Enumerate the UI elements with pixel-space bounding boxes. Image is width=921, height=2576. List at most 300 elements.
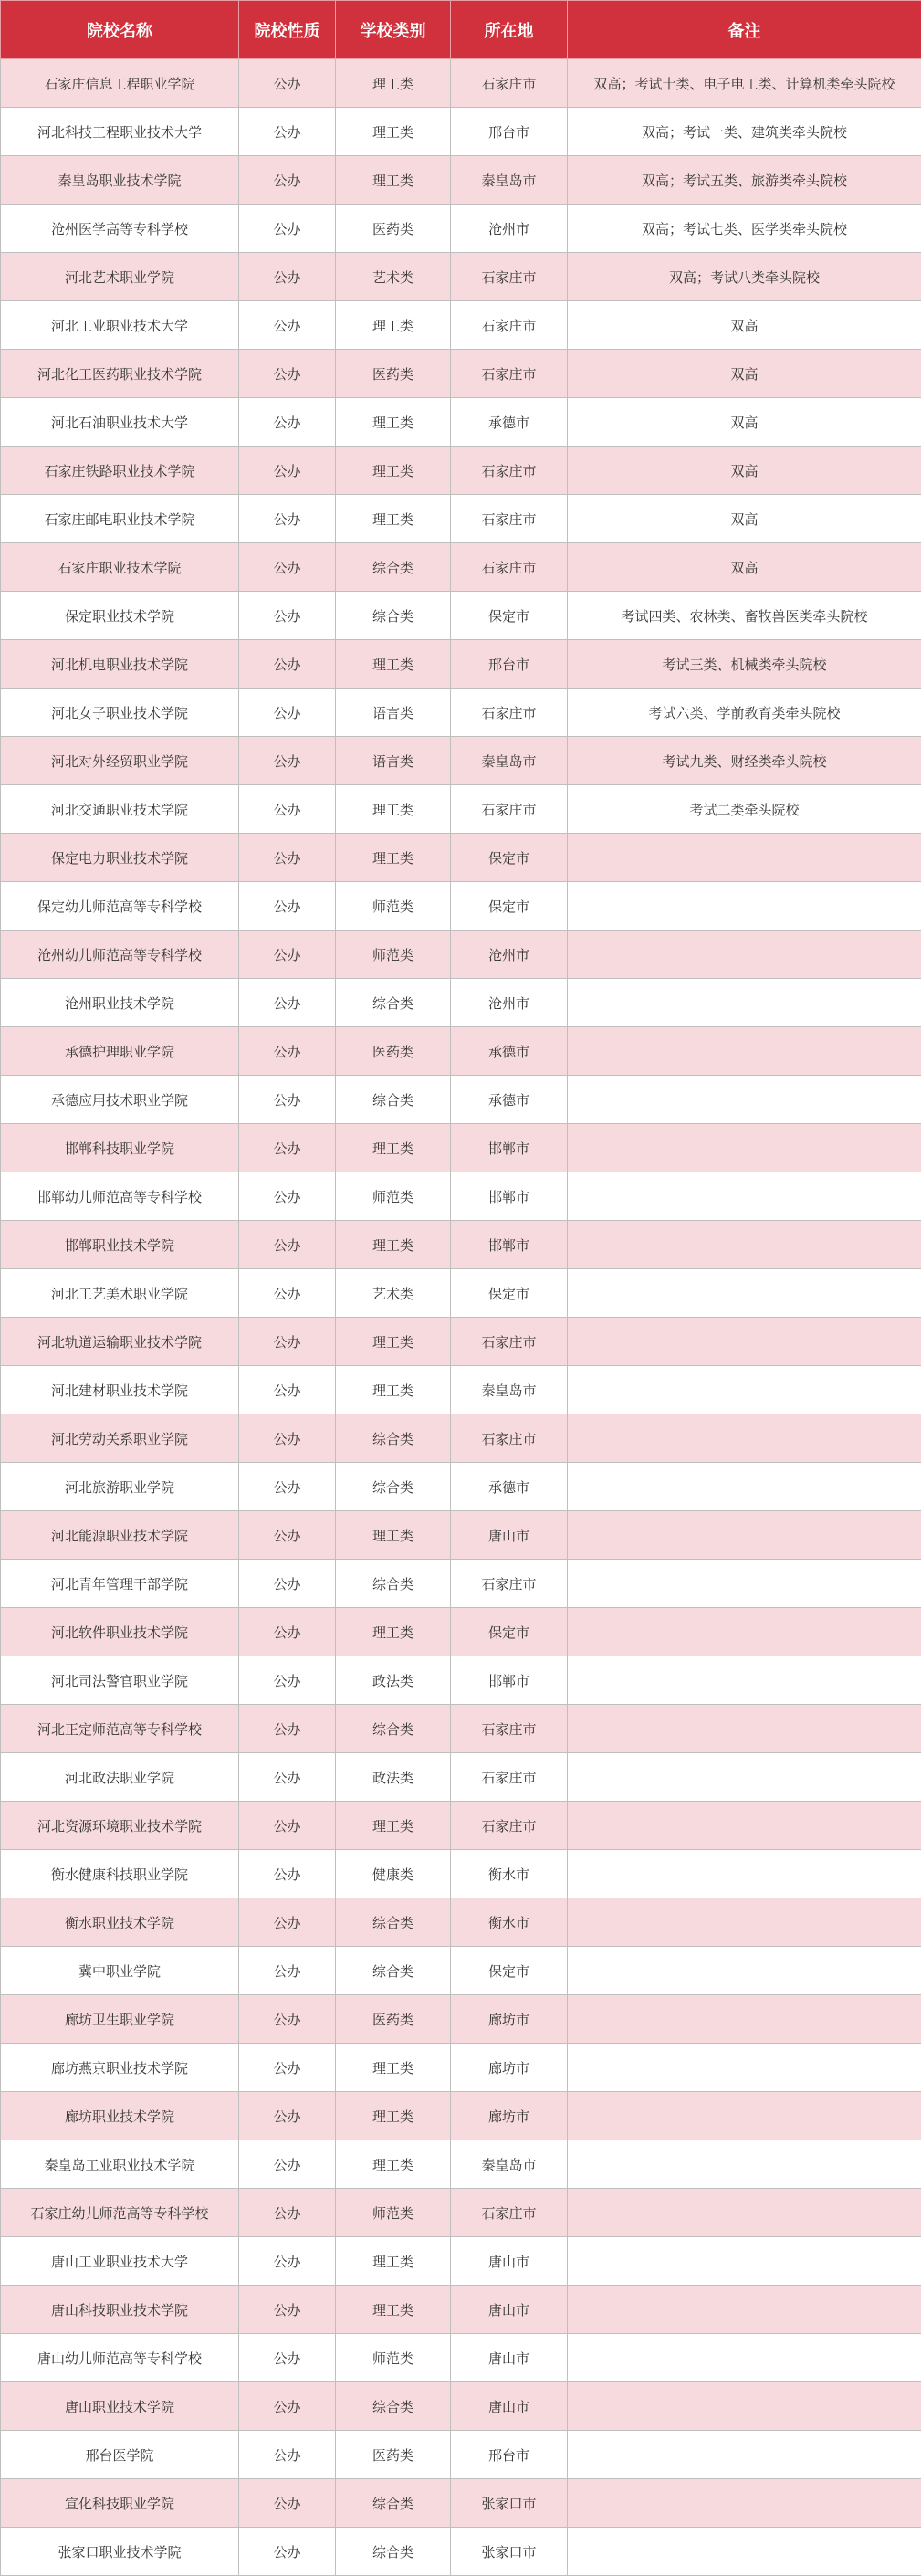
cell-remarks: 双高；考试七类、医学类牵头院校 (568, 205, 921, 253)
cell-school-category: 理工类 (336, 2237, 451, 2286)
cell-school-category: 综合类 (336, 1414, 451, 1463)
cell-school-category: 政法类 (336, 1753, 451, 1802)
cell-location: 秦皇岛市 (451, 2140, 568, 2189)
cell-school-nature: 公办 (239, 1318, 336, 1366)
cell-remarks: 考试二类牵头院校 (568, 785, 921, 834)
cell-location: 唐山市 (451, 2382, 568, 2431)
cell-remarks (568, 1995, 921, 2044)
cell-school-name: 唐山工业职业技术大学 (1, 2237, 239, 2286)
cell-school-name: 河北女子职业技术学院 (1, 689, 239, 737)
cell-school-category: 综合类 (336, 2528, 451, 2576)
cell-school-nature: 公办 (239, 2479, 336, 2528)
cell-location: 石家庄市 (451, 350, 568, 398)
table-row (1, 737, 921, 785)
cell-school-name: 河北青年管理干部学院 (1, 1560, 239, 1608)
cell-remarks (568, 1366, 921, 1414)
table-row (1, 301, 921, 350)
cell-location: 廊坊市 (451, 2044, 568, 2092)
cell-location: 承德市 (451, 1076, 568, 1124)
cell-school-nature: 公办 (239, 1076, 336, 1124)
cell-school-name: 唐山科技职业技术学院 (1, 2286, 239, 2334)
cell-school-category: 综合类 (336, 979, 451, 1027)
table-row (1, 2092, 921, 2140)
cell-school-category: 理工类 (336, 640, 451, 689)
cell-school-nature: 公办 (239, 1560, 336, 1608)
cell-school-category: 综合类 (336, 1947, 451, 1995)
cell-school-category: 综合类 (336, 592, 451, 640)
cell-school-name: 石家庄职业技术学院 (1, 543, 239, 592)
header-location: 所在地 (451, 1, 568, 59)
cell-location: 邯郸市 (451, 1124, 568, 1172)
cell-school-name: 廊坊卫生职业学院 (1, 1995, 239, 2044)
cell-school-name: 邯郸幼儿师范高等专科学校 (1, 1172, 239, 1221)
cell-school-nature: 公办 (239, 1705, 336, 1753)
cell-remarks (568, 1269, 921, 1318)
cell-school-category: 语言类 (336, 689, 451, 737)
cell-school-category: 师范类 (336, 2189, 451, 2237)
cell-location: 石家庄市 (451, 253, 568, 301)
cell-school-nature: 公办 (239, 785, 336, 834)
cell-location: 石家庄市 (451, 301, 568, 350)
table-row (1, 1124, 921, 1172)
table-row (1, 2528, 921, 2576)
cell-school-nature: 公办 (239, 2286, 336, 2334)
cell-school-category: 理工类 (336, 108, 451, 156)
cell-school-category: 政法类 (336, 1656, 451, 1705)
cell-location: 保定市 (451, 882, 568, 931)
table-row (1, 2189, 921, 2237)
cell-location: 石家庄市 (451, 1318, 568, 1366)
cell-school-nature: 公办 (239, 2237, 336, 2286)
table-row (1, 1753, 921, 1802)
cell-school-nature: 公办 (239, 1802, 336, 1850)
cell-remarks (568, 1802, 921, 1850)
cell-school-nature: 公办 (239, 59, 336, 108)
cell-school-nature: 公办 (239, 1898, 336, 1947)
table-row (1, 640, 921, 689)
cell-location: 石家庄市 (451, 785, 568, 834)
cell-school-nature: 公办 (239, 979, 336, 1027)
table-row (1, 108, 921, 156)
cell-school-nature: 公办 (239, 1656, 336, 1705)
table-row (1, 447, 921, 495)
cell-school-category: 医药类 (336, 1995, 451, 2044)
cell-location: 石家庄市 (451, 1705, 568, 1753)
cell-school-name: 河北科技工程职业技术大学 (1, 108, 239, 156)
cell-school-nature: 公办 (239, 1511, 336, 1560)
cell-location: 邯郸市 (451, 1172, 568, 1221)
cell-school-nature: 公办 (239, 882, 336, 931)
header-remarks: 备注 (568, 1, 921, 59)
cell-location: 廊坊市 (451, 2092, 568, 2140)
cell-remarks (568, 2528, 921, 2576)
cell-remarks (568, 1172, 921, 1221)
table-row (1, 1802, 921, 1850)
cell-school-category: 艺术类 (336, 253, 451, 301)
table-row (1, 2044, 921, 2092)
table-row (1, 1947, 921, 1995)
cell-school-name: 保定电力职业技术学院 (1, 834, 239, 882)
table-row (1, 592, 921, 640)
cell-school-category: 理工类 (336, 495, 451, 543)
cell-location: 唐山市 (451, 2237, 568, 2286)
cell-school-nature: 公办 (239, 2528, 336, 2576)
cell-location: 承德市 (451, 1463, 568, 1511)
cell-remarks (568, 1947, 921, 1995)
cell-location: 石家庄市 (451, 689, 568, 737)
cell-school-category: 综合类 (336, 1898, 451, 1947)
cell-location: 承德市 (451, 1027, 568, 1076)
cell-school-name: 石家庄信息工程职业学院 (1, 59, 239, 108)
cell-remarks: 双高 (568, 447, 921, 495)
table-row (1, 1318, 921, 1366)
table-row (1, 931, 921, 979)
table-row (1, 1608, 921, 1656)
cell-school-nature: 公办 (239, 1608, 336, 1656)
cell-school-nature: 公办 (239, 253, 336, 301)
cell-remarks (568, 2237, 921, 2286)
table-body (1, 59, 921, 2576)
cell-location: 邢台市 (451, 108, 568, 156)
cell-school-category: 理工类 (336, 2140, 451, 2189)
cell-location: 石家庄市 (451, 543, 568, 592)
table-row (1, 1705, 921, 1753)
cell-school-nature: 公办 (239, 301, 336, 350)
cell-school-category: 综合类 (336, 1560, 451, 1608)
cell-school-name: 衡水职业技术学院 (1, 1898, 239, 1947)
cell-location: 衡水市 (451, 1850, 568, 1898)
table-row (1, 2479, 921, 2528)
cell-location: 石家庄市 (451, 1560, 568, 1608)
cell-location: 廊坊市 (451, 1995, 568, 2044)
cell-school-name: 河北轨道运输职业技术学院 (1, 1318, 239, 1366)
cell-school-nature: 公办 (239, 1366, 336, 1414)
cell-school-nature: 公办 (239, 1269, 336, 1318)
cell-school-name: 河北能源职业技术学院 (1, 1511, 239, 1560)
cell-location: 保定市 (451, 834, 568, 882)
cell-remarks: 考试九类、财经类牵头院校 (568, 737, 921, 785)
cell-school-category: 理工类 (336, 785, 451, 834)
cell-school-category: 理工类 (336, 1366, 451, 1414)
cell-school-name: 河北劳动关系职业学院 (1, 1414, 239, 1463)
cell-school-nature: 公办 (239, 1027, 336, 1076)
table-row (1, 1560, 921, 1608)
table-row (1, 1269, 921, 1318)
cell-school-category: 理工类 (336, 398, 451, 447)
cell-school-name: 河北正定师范高等专科学校 (1, 1705, 239, 1753)
table-row (1, 543, 921, 592)
cell-remarks: 双高 (568, 543, 921, 592)
table-row (1, 1414, 921, 1463)
cell-school-category: 理工类 (336, 2044, 451, 2092)
cell-school-name: 唐山职业技术学院 (1, 2382, 239, 2431)
cell-school-name: 河北建材职业技术学院 (1, 1366, 239, 1414)
header-row (1, 1, 921, 59)
cell-school-name: 石家庄幼儿师范高等专科学校 (1, 2189, 239, 2237)
cell-school-nature: 公办 (239, 1463, 336, 1511)
cell-remarks (568, 882, 921, 931)
table-row (1, 2431, 921, 2479)
cell-location: 张家口市 (451, 2479, 568, 2528)
cell-remarks (568, 2092, 921, 2140)
cell-school-name: 邢台医学院 (1, 2431, 239, 2479)
cell-school-nature: 公办 (239, 447, 336, 495)
cell-school-name: 衡水健康科技职业学院 (1, 1850, 239, 1898)
cell-school-nature: 公办 (239, 737, 336, 785)
cell-school-name: 河北交通职业技术学院 (1, 785, 239, 834)
cell-school-name: 河北政法职业学院 (1, 1753, 239, 1802)
cell-school-category: 师范类 (336, 1172, 451, 1221)
cell-school-category: 理工类 (336, 1802, 451, 1850)
table-row (1, 1850, 921, 1898)
cell-remarks (568, 931, 921, 979)
cell-school-nature: 公办 (239, 205, 336, 253)
table-row (1, 785, 921, 834)
table-row (1, 253, 921, 301)
cell-school-category: 艺术类 (336, 1269, 451, 1318)
cell-remarks (568, 2382, 921, 2431)
table-row (1, 1995, 921, 2044)
cell-location: 石家庄市 (451, 495, 568, 543)
cell-school-name: 承德应用技术职业学院 (1, 1076, 239, 1124)
cell-school-nature: 公办 (239, 495, 336, 543)
cell-school-nature: 公办 (239, 350, 336, 398)
cell-school-category: 理工类 (336, 1318, 451, 1366)
cell-remarks: 双高 (568, 398, 921, 447)
cell-school-category: 理工类 (336, 1608, 451, 1656)
cell-location: 石家庄市 (451, 59, 568, 108)
cell-school-name: 河北软件职业技术学院 (1, 1608, 239, 1656)
cell-location: 邢台市 (451, 640, 568, 689)
table-row (1, 689, 921, 737)
cell-location: 沧州市 (451, 931, 568, 979)
cell-school-nature: 公办 (239, 1850, 336, 1898)
cell-school-nature: 公办 (239, 543, 336, 592)
cell-location: 唐山市 (451, 1511, 568, 1560)
cell-school-nature: 公办 (239, 2334, 336, 2382)
table-row (1, 1463, 921, 1511)
cell-school-category: 理工类 (336, 301, 451, 350)
cell-remarks (568, 2479, 921, 2528)
cell-school-name: 石家庄铁路职业技术学院 (1, 447, 239, 495)
cell-school-category: 理工类 (336, 156, 451, 205)
cell-school-nature: 公办 (239, 640, 336, 689)
cell-school-name: 河北司法警官职业学院 (1, 1656, 239, 1705)
table-header (1, 1, 921, 59)
header-school-nature: 院校性质 (239, 1, 336, 59)
cell-school-nature: 公办 (239, 931, 336, 979)
cell-school-category: 综合类 (336, 1463, 451, 1511)
cell-remarks: 双高；考试一类、建筑类牵头院校 (568, 108, 921, 156)
cell-school-name: 唐山幼儿师范高等专科学校 (1, 2334, 239, 2382)
table-row (1, 834, 921, 882)
cell-school-name: 保定职业技术学院 (1, 592, 239, 640)
cell-remarks (568, 1124, 921, 1172)
cell-school-nature: 公办 (239, 108, 336, 156)
cell-remarks (568, 1850, 921, 1898)
cell-remarks: 双高；考试八类牵头院校 (568, 253, 921, 301)
cell-school-category: 理工类 (336, 447, 451, 495)
table-row (1, 979, 921, 1027)
cell-school-name: 河北石油职业技术大学 (1, 398, 239, 447)
cell-location: 张家口市 (451, 2528, 568, 2576)
cell-remarks: 双高 (568, 350, 921, 398)
cell-remarks (568, 979, 921, 1027)
cell-school-name: 河北化工医药职业技术学院 (1, 350, 239, 398)
cell-school-nature: 公办 (239, 1414, 336, 1463)
cell-school-nature: 公办 (239, 2382, 336, 2431)
cell-location: 石家庄市 (451, 1414, 568, 1463)
cell-school-nature: 公办 (239, 2044, 336, 2092)
cell-remarks (568, 2334, 921, 2382)
cell-remarks: 双高 (568, 495, 921, 543)
cell-school-category: 健康类 (336, 1850, 451, 1898)
cell-school-name: 邯郸职业技术学院 (1, 1221, 239, 1269)
table-row (1, 2382, 921, 2431)
cell-remarks (568, 2431, 921, 2479)
cell-school-name: 河北工艺美术职业学院 (1, 1269, 239, 1318)
cell-school-nature: 公办 (239, 689, 336, 737)
cell-remarks: 双高；考试十类、电子电工类、计算机类牵头院校 (568, 59, 921, 108)
cell-school-nature: 公办 (239, 1947, 336, 1995)
cell-school-name: 河北工业职业技术大学 (1, 301, 239, 350)
cell-school-nature: 公办 (239, 1172, 336, 1221)
cell-school-nature: 公办 (239, 1995, 336, 2044)
cell-remarks: 双高；考试五类、旅游类牵头院校 (568, 156, 921, 205)
cell-location: 邯郸市 (451, 1656, 568, 1705)
cell-school-name: 河北艺术职业学院 (1, 253, 239, 301)
cell-school-category: 医药类 (336, 350, 451, 398)
cell-location: 秦皇岛市 (451, 1366, 568, 1414)
cell-school-name: 沧州职业技术学院 (1, 979, 239, 1027)
table-row (1, 1027, 921, 1076)
cell-remarks (568, 1511, 921, 1560)
cell-remarks (568, 1221, 921, 1269)
cell-location: 保定市 (451, 592, 568, 640)
cell-location: 保定市 (451, 1269, 568, 1318)
table-row (1, 1221, 921, 1269)
cell-remarks (568, 2286, 921, 2334)
cell-remarks (568, 1318, 921, 1366)
table-row (1, 59, 921, 108)
cell-remarks: 考试四类、农林类、畜牧兽医类牵头院校 (568, 592, 921, 640)
table-row (1, 2237, 921, 2286)
cell-remarks (568, 834, 921, 882)
cell-school-category: 综合类 (336, 543, 451, 592)
cell-remarks: 考试三类、机械类牵头院校 (568, 640, 921, 689)
header-school-category: 学校类别 (336, 1, 451, 59)
cell-school-nature: 公办 (239, 398, 336, 447)
table-row (1, 205, 921, 253)
cell-location: 秦皇岛市 (451, 156, 568, 205)
cell-remarks (568, 1705, 921, 1753)
cell-remarks (568, 1414, 921, 1463)
cell-remarks (568, 1076, 921, 1124)
cell-remarks (568, 1898, 921, 1947)
table-row (1, 1898, 921, 1947)
cell-school-name: 石家庄邮电职业技术学院 (1, 495, 239, 543)
cell-school-category: 师范类 (336, 2334, 451, 2382)
table-row (1, 156, 921, 205)
cell-location: 沧州市 (451, 205, 568, 253)
cell-school-category: 医药类 (336, 2431, 451, 2479)
cell-school-category: 师范类 (336, 931, 451, 979)
cell-school-nature: 公办 (239, 1221, 336, 1269)
cell-school-nature: 公办 (239, 156, 336, 205)
table-row (1, 2334, 921, 2382)
cell-remarks: 双高 (568, 301, 921, 350)
table-row (1, 2286, 921, 2334)
cell-remarks: 考试六类、学前教育类牵头院校 (568, 689, 921, 737)
cell-location: 石家庄市 (451, 1802, 568, 1850)
cell-school-category: 理工类 (336, 1511, 451, 1560)
cell-school-category: 理工类 (336, 2092, 451, 2140)
cell-remarks (568, 1463, 921, 1511)
cell-location: 唐山市 (451, 2334, 568, 2382)
cell-school-name: 秦皇岛职业技术学院 (1, 156, 239, 205)
cell-school-nature: 公办 (239, 2189, 336, 2237)
cell-location: 沧州市 (451, 979, 568, 1027)
cell-school-name: 河北对外经贸职业学院 (1, 737, 239, 785)
cell-school-category: 综合类 (336, 1076, 451, 1124)
cell-location: 秦皇岛市 (451, 737, 568, 785)
cell-school-name: 河北旅游职业学院 (1, 1463, 239, 1511)
cell-school-nature: 公办 (239, 2431, 336, 2479)
cell-school-name: 河北机电职业技术学院 (1, 640, 239, 689)
cell-remarks (568, 1656, 921, 1705)
cell-school-category: 医药类 (336, 1027, 451, 1076)
cell-remarks (568, 2044, 921, 2092)
cell-school-category: 理工类 (336, 1221, 451, 1269)
cell-school-name: 保定幼儿师范高等专科学校 (1, 882, 239, 931)
cell-school-name: 冀中职业学院 (1, 1947, 239, 1995)
table-row (1, 1511, 921, 1560)
cell-location: 衡水市 (451, 1898, 568, 1947)
cell-location: 保定市 (451, 1608, 568, 1656)
cell-school-name: 承德护理职业学院 (1, 1027, 239, 1076)
cell-school-name: 沧州幼儿师范高等专科学校 (1, 931, 239, 979)
cell-location: 石家庄市 (451, 447, 568, 495)
cell-school-category: 理工类 (336, 59, 451, 108)
table-row (1, 1076, 921, 1124)
cell-remarks (568, 1753, 921, 1802)
cell-school-nature: 公办 (239, 834, 336, 882)
cell-remarks (568, 1027, 921, 1076)
cell-school-category: 综合类 (336, 2479, 451, 2528)
cell-school-name: 廊坊燕京职业技术学院 (1, 2044, 239, 2092)
cell-remarks (568, 1608, 921, 1656)
cell-school-name: 邯郸科技职业学院 (1, 1124, 239, 1172)
cell-school-category: 理工类 (336, 1124, 451, 1172)
cell-school-category: 师范类 (336, 882, 451, 931)
table-row (1, 350, 921, 398)
table-row (1, 2140, 921, 2189)
cell-school-name: 沧州医学高等专科学校 (1, 205, 239, 253)
cell-remarks (568, 2140, 921, 2189)
cell-school-category: 综合类 (336, 2382, 451, 2431)
cell-remarks (568, 1560, 921, 1608)
cell-school-category: 理工类 (336, 2286, 451, 2334)
cell-school-nature: 公办 (239, 1753, 336, 1802)
cell-location: 邢台市 (451, 2431, 568, 2479)
cell-location: 保定市 (451, 1947, 568, 1995)
header-school-name: 院校名称 (1, 1, 239, 59)
cell-school-name: 河北资源环境职业技术学院 (1, 1802, 239, 1850)
cell-school-nature: 公办 (239, 2092, 336, 2140)
cell-location: 邯郸市 (451, 1221, 568, 1269)
table-row (1, 1656, 921, 1705)
cell-location: 承德市 (451, 398, 568, 447)
